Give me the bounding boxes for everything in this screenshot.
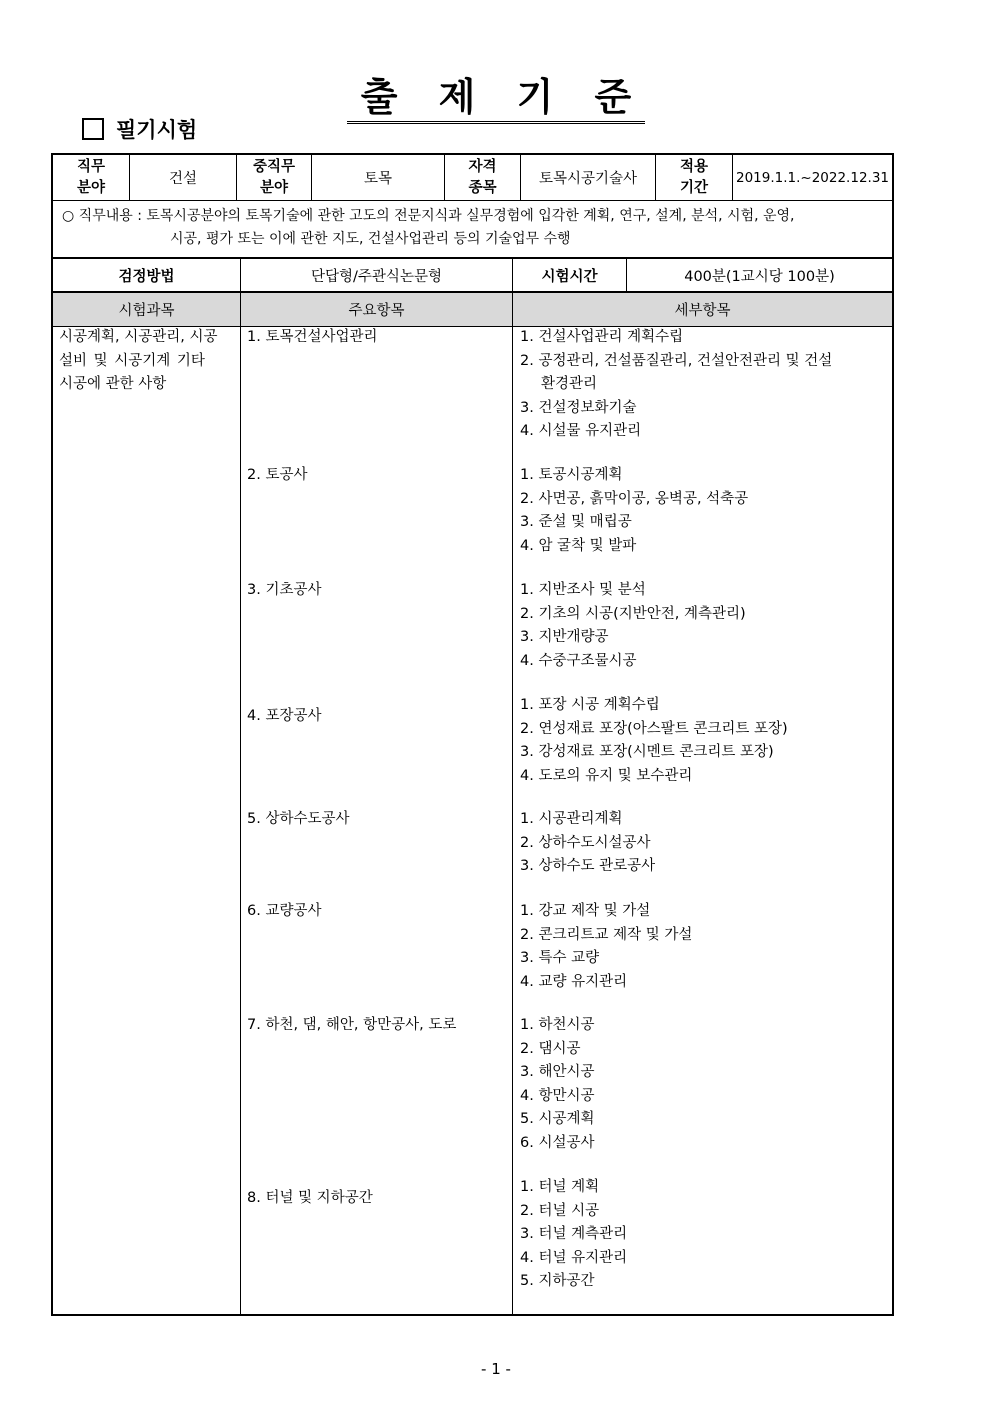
detail-list — [520, 579, 746, 673]
section-heading: 필기시험 — [82, 114, 197, 144]
detail-item: 2. 기초의 시공(지반안전, 계측관리) — [520, 605, 746, 622]
subject-text: 시공계획, 시공관리, 시공 설비 및 시공기계 기타 시공에 관한 사항 — [59, 329, 218, 392]
detail-list — [520, 1014, 594, 1155]
detail-item: 3. 해안시공 — [520, 1064, 595, 1080]
main-item: 5. 상하수도공사 — [247, 811, 350, 827]
subfield-label: 중직무 분야 — [252, 158, 296, 196]
detail-item: 2. 연성재료 포장(아스팔트 콘크리트 포장) — [520, 720, 788, 737]
exam-time-label: 시험시간 — [541, 268, 598, 285]
detail-item: 2. 공정관리, 건설품질관리, 건설안전관리 및 건설 — [520, 352, 833, 369]
detail-item: 1. 강교 제작 및 가설 — [520, 903, 651, 919]
detail-item: 3. 터널 계측관리 — [520, 1226, 628, 1242]
main-item: 3. 기초공사 — [247, 582, 322, 598]
table-border — [892, 153, 894, 1316]
main-item: 6. 교량공사 — [247, 903, 322, 919]
detail-item: 5. 지하공간 — [520, 1273, 595, 1289]
main-item: 4. 포장공사 — [247, 708, 322, 724]
checkbox-icon — [82, 118, 104, 140]
exam-method-value: 단답형/주관식논문형 — [311, 268, 442, 285]
document-title: 출 제 기 준 — [0, 66, 992, 121]
detail-item: 2. 터널 시공 — [520, 1202, 600, 1219]
detail-item: 4. 터널 유지관리 — [520, 1249, 628, 1266]
table-border — [51, 1314, 894, 1316]
detail-item: 4. 도로의 유지 및 보수관리 — [520, 767, 693, 784]
detail-item: 4. 시설물 유지관리 — [520, 423, 642, 439]
detail-item: 2. 사면공, 흙막이공, 옹벽공, 석축공 — [520, 490, 749, 507]
detail-item: 1. 터널 계획 — [520, 1179, 600, 1195]
header-main: 주요항목 — [348, 303, 405, 319]
detail-item: 6. 시설공사 — [520, 1134, 595, 1151]
detail-item: 4. 교량 유지관리 — [520, 973, 628, 990]
qualification-value: 토목시공기술사 — [538, 171, 638, 187]
detail-item: 2. 콘크리트교 제작 및 가설 — [520, 926, 693, 943]
main-item: 2. 토공사 — [247, 467, 308, 483]
header-subject: 시험과목 — [118, 303, 175, 319]
field-label: 직무 분야 — [76, 158, 105, 196]
detail-item: 1. 건설사업관리 계획수립 — [520, 329, 684, 345]
subfield-value: 토목 — [363, 171, 392, 187]
detail-item: 4. 항만시공 — [520, 1087, 595, 1104]
duty-description: ○ 직무내용 : 토목시공분야의 토목기술에 관한 고도의 전문지식과 실무경험에 입각한 계획, 연구, 설계, 분석, 시험, 운영, 시공, 평가 또는 이에 관한 지도, 건설사업관리 등의 기술업무 수행 — [62, 208, 795, 247]
period-value: 2019.1.1.~2022.12.31 — [735, 169, 889, 186]
detail-item: 1. 하천시공 — [520, 1017, 595, 1033]
detail-item: 1. 토공시공계획 — [520, 467, 623, 483]
detail-item: 4. 암 굴착 및 발파 — [520, 537, 637, 554]
detail-item: 3. 건설정보화기술 — [520, 399, 637, 416]
main-item: 8. 터널 및 지하공간 — [247, 1190, 373, 1206]
table-border — [240, 291, 241, 1315]
detail-item: 3. 특수 교량 — [520, 950, 600, 966]
detail-item: 3. 준설 및 매립공 — [520, 514, 632, 530]
detail-list — [520, 1176, 627, 1294]
detail-list — [520, 900, 692, 994]
detail-item: 1. 지반조사 및 분석 — [520, 582, 646, 598]
detail-list — [520, 808, 655, 879]
detail-item: 3. 상하수도 관로공사 — [520, 858, 656, 874]
table-border — [51, 153, 53, 1316]
header-detail: 세부항목 — [674, 303, 731, 319]
detail-item: 환경관리 — [541, 376, 598, 392]
detail-list — [520, 326, 832, 444]
detail-item: 3. 지반개량공 — [520, 629, 609, 645]
period-label: 적용 기간 — [679, 158, 708, 196]
detail-item: 3. 강성재료 포장(시멘트 콘크리트 포장) — [520, 744, 774, 760]
table-border — [51, 200, 894, 201]
qualification-label: 자격 종목 — [468, 158, 497, 196]
field-value: 건설 — [168, 171, 197, 187]
detail-item: 2. 상하수도시설공사 — [520, 834, 651, 851]
exam-method-label: 검정방법 — [118, 268, 175, 285]
page-number: - 1 - — [481, 1360, 511, 1378]
detail-item: 2. 댐시공 — [520, 1040, 581, 1057]
detail-list — [520, 694, 788, 788]
detail-item: 1. 포장 시공 계획수립 — [520, 697, 660, 713]
detail-item: 1. 시공관리계획 — [520, 811, 623, 827]
table-border — [512, 291, 513, 1315]
detail-item: 4. 수중구조물시공 — [520, 652, 637, 669]
main-item: 7. 하천, 댐, 해안, 항만공사, 도로 — [247, 1017, 457, 1033]
main-item: 1. 토목건설사업관리 — [247, 329, 378, 345]
detail-list — [520, 464, 748, 558]
exam-time-value: 400분(1교시당 100분) — [684, 268, 835, 285]
detail-item: 5. 시공계획 — [520, 1111, 595, 1127]
